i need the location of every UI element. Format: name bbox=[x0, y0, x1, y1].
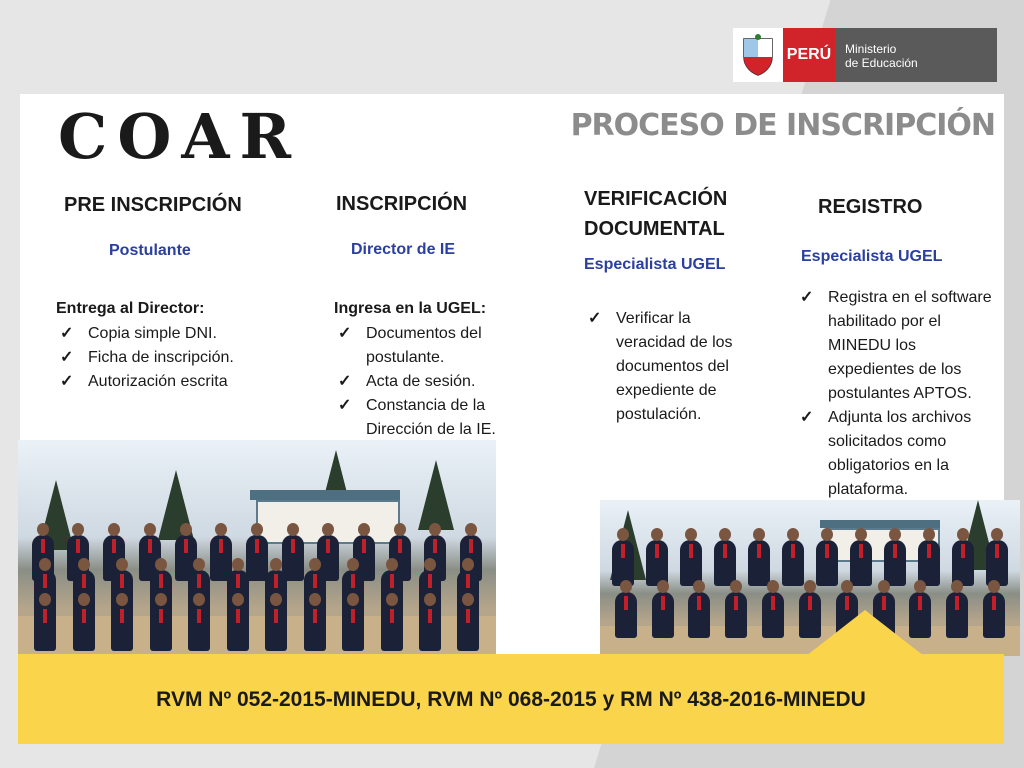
list-item: ✓ Copia simple DNI. bbox=[56, 322, 296, 346]
step-2-role: Director de IE bbox=[351, 241, 456, 258]
step-1-role: Postulante bbox=[109, 242, 191, 259]
page-title: PROCESO DE INSCRIPCIÓN bbox=[570, 108, 995, 143]
list-item: ✓ Ficha de inscripción. bbox=[56, 346, 296, 370]
ministry-line-1: Ministerio bbox=[845, 42, 897, 56]
step-1-list bbox=[56, 322, 296, 394]
list-item: ✓ Registra en el software habilitado por el MINEDU los expedientes de los postulantes APTOS. bbox=[796, 286, 996, 406]
brand-title: COAR bbox=[58, 100, 301, 173]
step-3-title bbox=[584, 184, 727, 244]
list-item: ✓ Verificar la veracidad de los documentos del expediente de postulación. bbox=[584, 307, 764, 427]
step-2-title: INSCRIPCIÓN bbox=[336, 193, 468, 215]
legal-banner bbox=[18, 654, 1004, 744]
legal-reference: RVM Nº 052-2015-MINEDU, RVM Nº 068-2015 y RM Nº 438-2016-MINEDU bbox=[156, 688, 866, 711]
list-item: ✓ Documentos del postulante. bbox=[334, 322, 514, 370]
list-item: ✓ Acta de sesión. bbox=[334, 370, 514, 394]
step-1-title: PRE INSCRIPCIÓN bbox=[64, 194, 242, 216]
step-2-list bbox=[334, 322, 514, 442]
step-3-title-line-1: VERIFICACIÓN bbox=[584, 188, 728, 210]
step-4-role: Especialista UGEL bbox=[801, 248, 943, 265]
ministry-label bbox=[835, 28, 997, 82]
step-3-list bbox=[584, 307, 764, 427]
list-item: ✓ Constancia de la Dirección de la IE. bbox=[334, 394, 514, 442]
step-3-role: Especialista UGEL bbox=[584, 256, 726, 273]
students-photo-right bbox=[600, 500, 1020, 656]
list-item: ✓ Autorización escrita bbox=[56, 370, 296, 394]
list-item: ✓ Adjunta los archivos solicitados como obligatorios en la plataforma. bbox=[796, 406, 996, 502]
peru-label: PERÚ bbox=[783, 28, 835, 82]
step-4-list bbox=[796, 286, 996, 502]
coat-of-arms-icon bbox=[733, 28, 783, 82]
step-4-title: REGISTRO bbox=[818, 196, 923, 218]
ministry-line-2: de Educación bbox=[845, 56, 918, 70]
ministry-logo bbox=[733, 28, 997, 82]
step-1-lead: Entrega al Director: bbox=[56, 300, 205, 317]
students-photo-left bbox=[18, 440, 496, 656]
step-3-title-line-2: DOCUMENTAL bbox=[584, 218, 725, 240]
step-2-lead: Ingresa en la UGEL: bbox=[334, 300, 487, 317]
